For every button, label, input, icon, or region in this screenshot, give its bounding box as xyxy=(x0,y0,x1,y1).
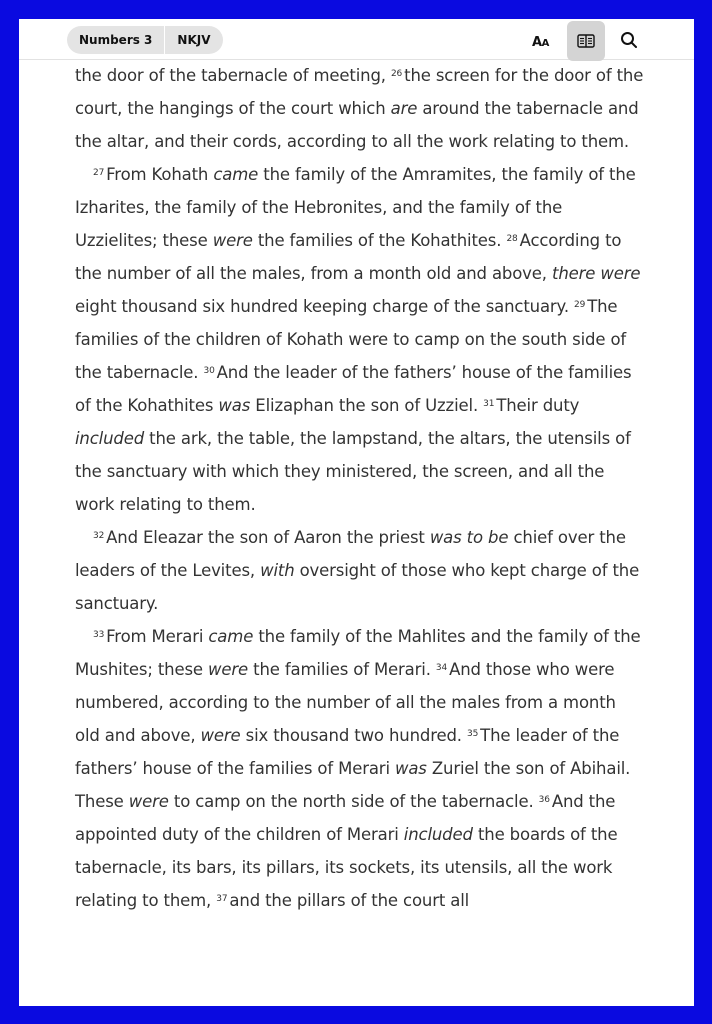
reader-window xyxy=(19,19,694,1006)
verse-number[interactable]: 32 xyxy=(93,530,105,541)
verse-number[interactable]: 30 xyxy=(203,365,215,376)
top-toolbar xyxy=(19,19,694,60)
verse-number[interactable]: 33 xyxy=(93,629,105,640)
verse-number[interactable]: 27 xyxy=(93,167,105,178)
verse-number[interactable]: 35 xyxy=(467,728,479,739)
paragraph: the door of the tabernacle of meeting, $^{26}$ the screen for the door of the court, the hangings of the court which are around the tabernacle and the altar, and their cords, according to all the work relating to them. xyxy=(75,66,644,151)
chapter-version-selector xyxy=(67,26,223,54)
paragraph: $^{32}$ And Eleazar the son of Aaron the priest was to be chief over the leaders of the Levites, with oversight of those who kept charge of the sanctuary. xyxy=(75,528,640,613)
scripture-text xyxy=(75,59,645,917)
paragraph: $^{27}$ From Kohath came the family of the Amramites, the family of the Izharites, the family of the Hebronites, and the family of the Uzzielites; these were the families of the Kohathites. $^{28}$ According to the number of all the males, from a month old and above, there were eight thousand six hundred keeping charge of the sanctuary. $^{29}$ The families of the children of Kohath were to camp on the south side of the tabernacle. $^{30}$ And the leader of the fathers’ house of the families of the Kohathites was Elizaphan the son of Uzziel. $^{31}$ Their duty included the ark, the table, the lampstand, the altars, the utensils of the sanctuary with which they ministered, the screen, and all the work relating to them. xyxy=(75,165,641,514)
font-size-icon[interactable]: AA xyxy=(532,35,549,50)
verse-number[interactable]: 36 xyxy=(538,794,550,805)
version-button[interactable]: NKJV xyxy=(177,33,211,47)
chapter-button[interactable]: Numbers 3 xyxy=(79,33,153,47)
verse-number[interactable]: 26 xyxy=(390,68,403,79)
verse-number[interactable]: 29 xyxy=(574,299,586,310)
search-icon[interactable] xyxy=(619,30,639,50)
verse-number[interactable]: 34 xyxy=(435,662,448,673)
paragraph: $^{33}$ From Merari came the family of the Mahlites and the family of the Mushites; these were the families of Merari. $^{34}$ And those who were numbered, according to the number of all the males from a month old and above, were six thousand two hundred. $^{35}$ The leader of the fathers’ house of the families of Merari was Zuriel the son of Abihail. These were to camp on the north side of the tabernacle. $^{36}$ And the appointed duty of the children of Merari included the boards of the tabernacle, its bars, its pillars, its sockets, its utensils, all the work relating to them, $^{37}$ and the pillars of the court all xyxy=(75,627,641,910)
verse-number[interactable]: 37 xyxy=(216,893,228,904)
verse-number[interactable]: 31 xyxy=(483,398,495,409)
book-open-icon[interactable] xyxy=(567,21,605,61)
verse-number[interactable]: 28 xyxy=(506,233,518,244)
